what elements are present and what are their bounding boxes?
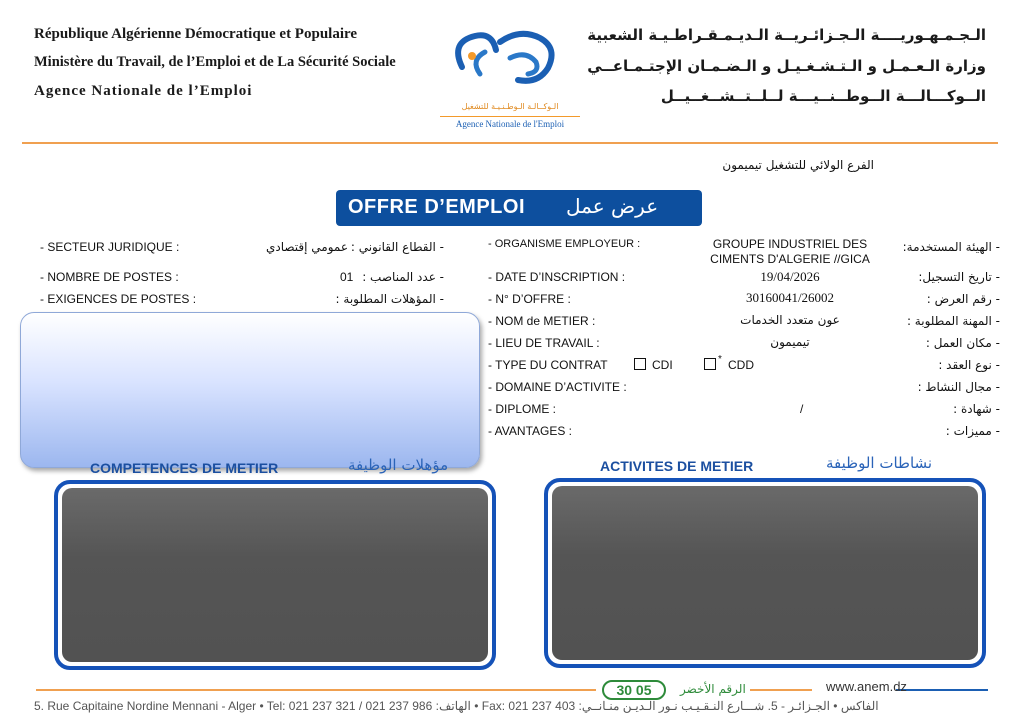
cdi-label: CDI bbox=[652, 358, 673, 372]
date-value: 19/04/2026 bbox=[760, 269, 820, 284]
organisme-value-2: CIMENTS D'ALGERIE //GICA bbox=[710, 252, 870, 266]
footer-rule-mid bbox=[750, 689, 812, 691]
cdd-checkbox[interactable] bbox=[704, 358, 716, 370]
footer-rule-left bbox=[36, 689, 596, 691]
organisme-ar-label: - الهيئة المستخدمة: bbox=[902, 240, 1000, 254]
cdi-checkbox[interactable] bbox=[634, 358, 646, 370]
lieu-label: - LIEU DE TRAVAIL : bbox=[488, 336, 600, 350]
activites-content bbox=[552, 486, 978, 660]
secteur-value: عمومي إقتصادي bbox=[265, 240, 348, 254]
green-number-badge bbox=[602, 680, 666, 700]
date-label: - DATE D’INSCRIPTION : bbox=[488, 270, 626, 284]
competences-panel bbox=[54, 480, 496, 670]
exigences-ar-label: - المؤهلات المطلوبة : bbox=[335, 292, 444, 306]
secteur-label: - SECTEUR JURIDIQUE : bbox=[40, 240, 180, 254]
organisme-label: - ORGANISME EMPLOYEUR : bbox=[488, 238, 641, 250]
metier-label: - NOM de METIER : bbox=[488, 314, 596, 328]
contrat-label: - TYPE DU CONTRAT bbox=[488, 358, 608, 372]
offre-label: - N° D’OFFRE : bbox=[488, 292, 571, 306]
avantages-ar-label: - مميزات : bbox=[945, 424, 1000, 438]
header-fr-line2: Ministère du Travail, de l’Emploi et de La Sécurité Sociale bbox=[34, 54, 396, 70]
offre-ar-label: - رقم العرض : bbox=[926, 292, 1000, 306]
logo-rule bbox=[440, 116, 580, 117]
header-fr-line1: République Algérienne Démocratique et Populaire bbox=[34, 26, 358, 42]
logo-ar-text: الـوكــالـة الـوطـنـيـة للتشغيل bbox=[461, 102, 559, 111]
postes-label: - NOMBRE DE POSTES : bbox=[40, 270, 179, 284]
website-link[interactable]: www.anem.dz bbox=[826, 679, 907, 694]
postes-value: 01 bbox=[340, 270, 354, 284]
activites-ar-title: نشاطات الوظيفة bbox=[826, 454, 933, 472]
exigences-label: - EXIGENCES DE POSTES : bbox=[40, 292, 197, 306]
header-divider bbox=[22, 142, 998, 144]
metier-ar-label: - المهنة المطلوبة : bbox=[906, 314, 1000, 328]
avantages-label: - AVANTAGES : bbox=[488, 424, 573, 438]
header-fr-line3: Agence Nationale de l’Emploi bbox=[34, 83, 253, 99]
cdd-label: CDD bbox=[728, 358, 754, 372]
secteur-ar-label: - القطاع القانوني : bbox=[350, 240, 444, 254]
competences-content bbox=[62, 488, 488, 662]
diplome-value: / bbox=[800, 402, 804, 416]
header-ar-line1: الـجـمـهـوريــــة الـجـزائـريــة الـديـمـقـراطـيـة الشعبية bbox=[587, 26, 986, 44]
footer-address: 5. Rue Capitaine Nordine Mennani - Alger • Tel: 021 237 321 / 021 237 986 :الهاتف • Fax: 021 237 403 :الفاكس • الجـزائـر - 5. شـــارع النـقـيـب نـور الـديـن منـانــي bbox=[34, 699, 879, 713]
activites-title: ACTIVITES DE METIER bbox=[600, 458, 754, 474]
activites-panel bbox=[544, 478, 986, 668]
contrat-ar-label: - نوع العقد : bbox=[938, 358, 1000, 372]
anem-logo-mark bbox=[440, 22, 580, 102]
title-banner bbox=[336, 190, 702, 226]
green-number: 30 05 bbox=[616, 682, 652, 698]
green-number-label: الرقم الأخضر bbox=[680, 682, 746, 696]
competences-ar-title: مؤهلات الوظيفة bbox=[348, 456, 449, 474]
logo-fr-text: Agence Nationale de l'Emploi bbox=[455, 119, 565, 129]
lieu-ar-label: - مكان العمل : bbox=[925, 336, 1000, 350]
title-ar: عرض عمل bbox=[566, 194, 659, 218]
competences-title: COMPETENCES DE METIER bbox=[90, 460, 279, 476]
domaine-ar-label: - مجال النشاط : bbox=[917, 380, 1000, 394]
diplome-label: - DIPLOME : bbox=[488, 402, 557, 416]
cdd-mark: * bbox=[718, 354, 722, 365]
header-ar-line2: وزارة الـعـمـل و الـتـشـغـيـل و الـضـمـان الإجتـمـاعــي bbox=[587, 57, 986, 75]
metier-value: عون متعدد الخدمات bbox=[740, 313, 840, 327]
organisme-value-1: GROUPE INDUSTRIEL DES bbox=[712, 237, 868, 251]
header-ar-line3: الــوكـــالـــة الــوطــنــيـــة لــلــتــشــغــيــل bbox=[660, 87, 986, 105]
diplome-ar-label: - شهادة : bbox=[953, 402, 1000, 416]
footer-rule-right bbox=[896, 689, 988, 691]
exigences-box bbox=[20, 312, 480, 468]
date-ar-label: - تاريخ التسجيل: bbox=[918, 270, 1000, 284]
title-fr: OFFRE D’EMPLOI bbox=[348, 196, 525, 218]
branch-label: الفرع الولائي للتشغيل تيميمون bbox=[722, 158, 874, 172]
lieu-value: تيميمون bbox=[770, 335, 810, 349]
offre-value: 30160041/26002 bbox=[745, 290, 835, 305]
domaine-label: - DOMAINE D’ACTIVITE : bbox=[488, 380, 627, 394]
anem-logo bbox=[440, 22, 580, 132]
postes-ar-label: - عدد المناصب : bbox=[362, 270, 444, 284]
